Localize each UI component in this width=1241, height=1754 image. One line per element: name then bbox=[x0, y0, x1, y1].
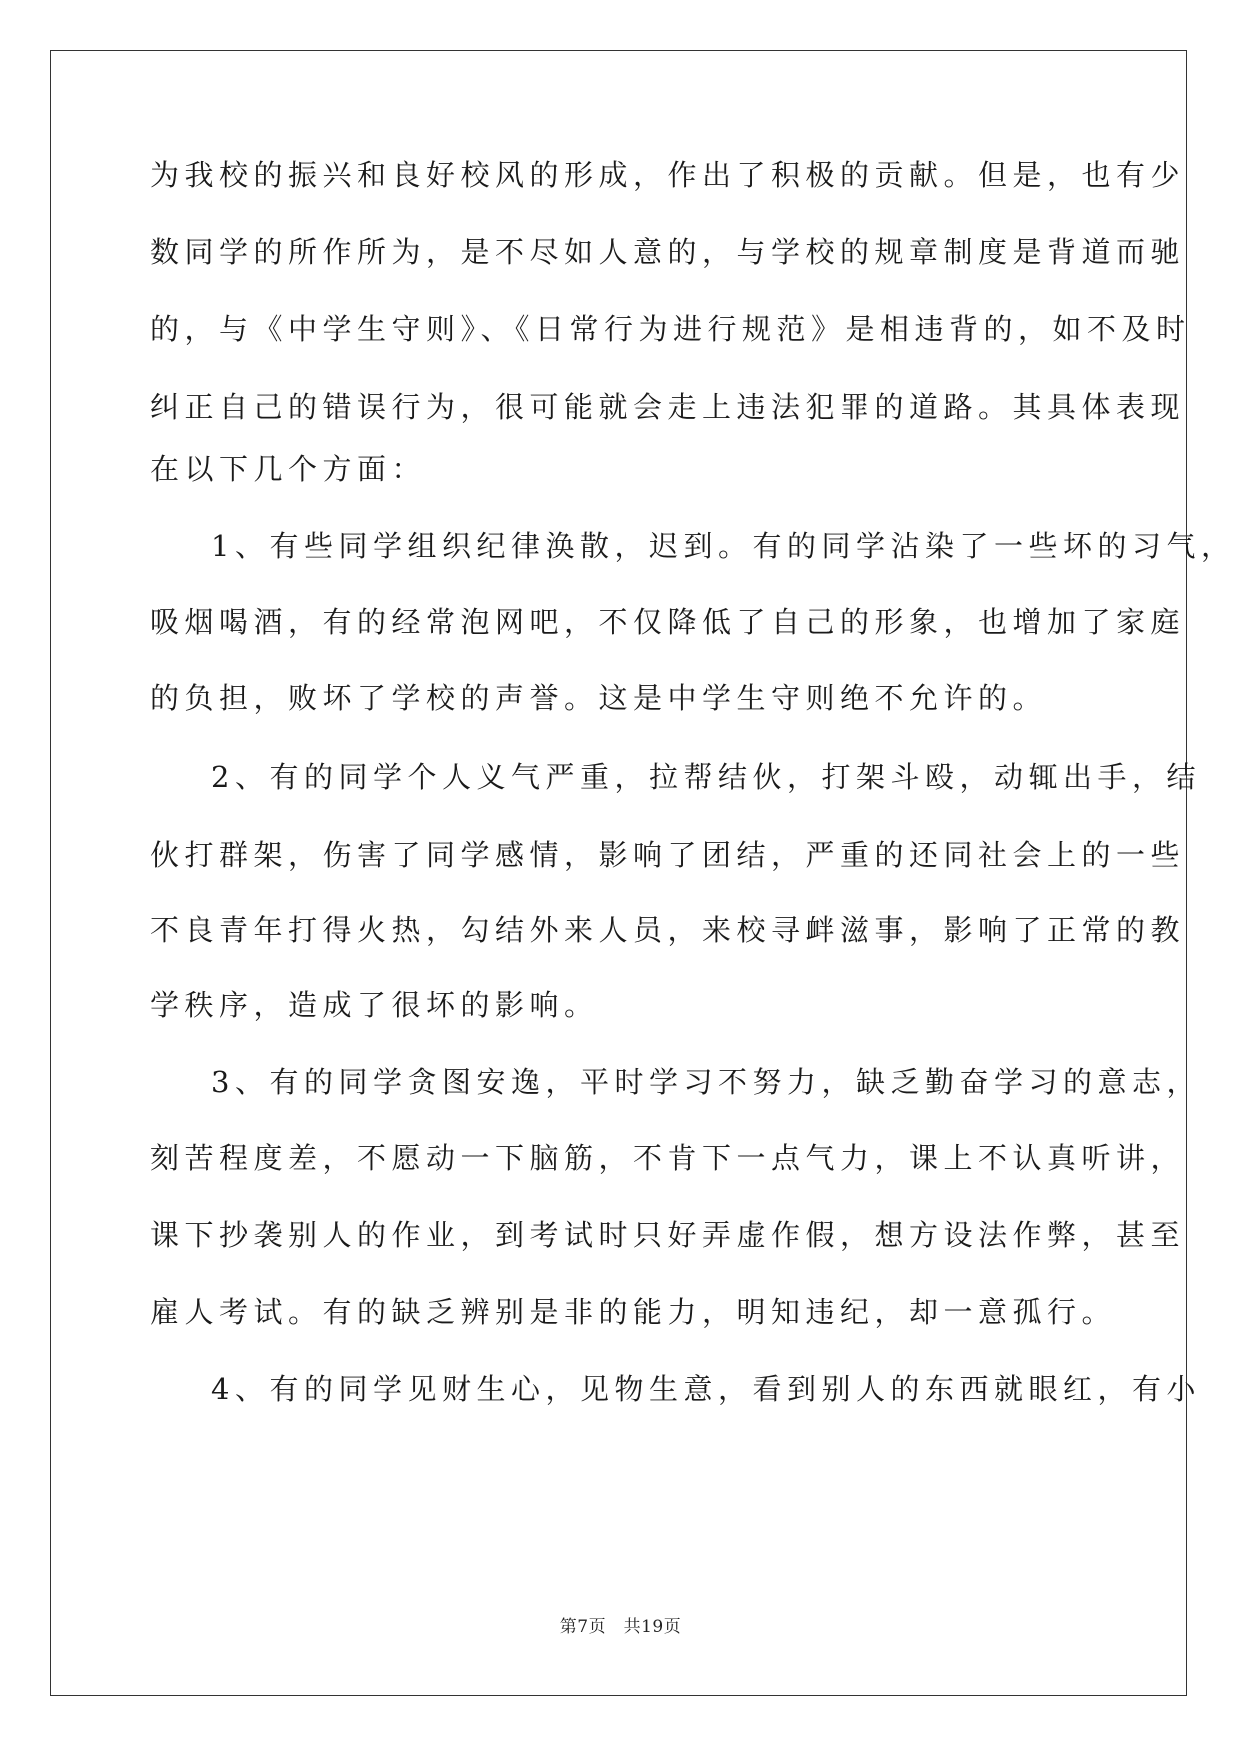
text-line: 吸烟喝酒，有的经常泡网吧，不仅降低了自己的形象，也增加了家庭 bbox=[150, 605, 1186, 639]
text-line: 雇人考试。有的缺乏辨别是非的能力，明知违纪，却一意孤行。 bbox=[150, 1295, 1117, 1329]
text-line: 刻苦程度差，不愿动一下脑筋，不肯下一点气力，课上不认真听讲， bbox=[150, 1141, 1186, 1175]
text-line: 为我校的振兴和良好校风的形成，作出了积极的贡献。但是，也有少 bbox=[150, 158, 1186, 192]
page-number: 第7页 共19页 bbox=[559, 1617, 682, 1637]
text-line: 学秩序，造成了很坏的影响。 bbox=[150, 988, 599, 1022]
paragraph-4-start: 4、有的同学见财生心，见物生意，看到别人的东西就眼红，有小 bbox=[211, 1372, 1201, 1406]
text-line: 纠正自己的错误行为，很可能就会走上违法犯罪的道路。其具体表现 bbox=[150, 390, 1186, 424]
text-line: 伙打群架，伤害了同学感情，影响了团结，严重的还同社会上的一些 bbox=[150, 838, 1186, 872]
paragraph-3-start: 3、有的同学贪图安逸，平时学习不努力，缺乏勤奋学习的意志， bbox=[211, 1065, 1201, 1099]
text-line: 不良青年打得火热，勾结外来人员，来校寻衅滋事，影响了正常的教 bbox=[150, 913, 1186, 947]
text-line: 课下抄袭别人的作业，到考试时只好弄虚作假，想方设法作弊，甚至 bbox=[150, 1218, 1186, 1252]
text-line: 的负担，败坏了学校的声誉。这是中学生守则绝不允许的。 bbox=[150, 681, 1048, 715]
text-line: 在以下几个方面： bbox=[150, 452, 427, 486]
text-line: 数同学的所作所为，是不尽如人意的，与学校的规章制度是背道而驰 bbox=[150, 235, 1186, 269]
paragraph-2-start: 2、有的同学个人义气严重，拉帮结伙，打架斗殴，动辄出手，结 bbox=[211, 760, 1201, 794]
paragraph-1-start: 1、有些同学组织纪律涣散，迟到。有的同学沾染了一些坏的习气， bbox=[211, 529, 1236, 563]
text-line: 的，与《中学生守则》、《日常行为进行规范》是相违背的，如不及时 bbox=[150, 312, 1191, 346]
